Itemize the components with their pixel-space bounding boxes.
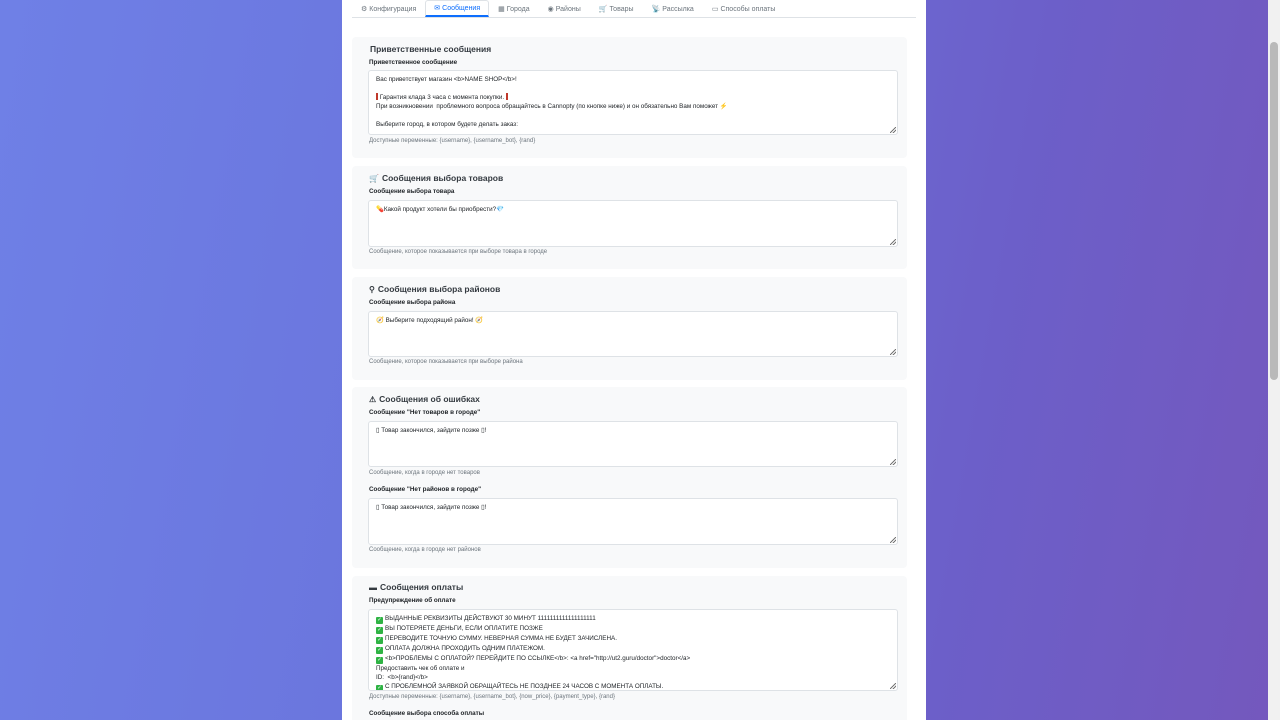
- no-products-field-label: Сообщение "Нет товаров в городе": [369, 409, 481, 416]
- districts-field-label: Сообщение выбора района: [369, 299, 456, 306]
- resize-handle-icon[interactable]: [890, 459, 896, 465]
- tab-payment-methods[interactable]: [703, 0, 785, 17]
- warning-icon: ⚠: [369, 395, 377, 404]
- payment-warning-textarea[interactable]: [368, 609, 898, 691]
- no-districts-field-label: Сообщение "Нет районов в городе": [369, 486, 482, 493]
- tab-label: Города: [506, 5, 530, 13]
- products-field-label: Сообщение выбора товара: [369, 188, 455, 195]
- settings-panel: [342, 0, 926, 720]
- districts-card-title: ⚲ Сообщения выбора районов: [369, 284, 501, 294]
- map-marker-icon: ⚲: [369, 285, 375, 294]
- check-icon: ✓: [377, 657, 382, 663]
- welcome-help-text: Доступные переменные: {username}, {username_bot}, {rand}: [369, 138, 536, 144]
- cart-icon: 🛒: [369, 174, 379, 183]
- tab-districts[interactable]: [539, 0, 590, 17]
- resize-handle-icon[interactable]: [890, 127, 896, 133]
- check-icon: ✓: [377, 627, 382, 633]
- textarea-line: 🧭 Выберите подходящий район! 🧭: [376, 317, 484, 324]
- welcome-field-label: Приветственное сообщение: [369, 59, 458, 66]
- textarea-line: ▯ Товар закончился, зайдите позже ▯!: [376, 427, 487, 434]
- district-message-textarea[interactable]: [368, 311, 898, 357]
- textarea-line: Вас приветствует магазин <b>NAME SHOP</b>!: [376, 76, 517, 83]
- tab-label: Товары: [609, 5, 634, 13]
- chat-icon: ✉: [434, 5, 441, 12]
- check-icon: ✓: [377, 637, 382, 643]
- tab-label: Конфигурация: [369, 5, 417, 13]
- cart-icon: 🛒: [598, 6, 608, 13]
- no-districts-textarea[interactable]: [368, 498, 898, 545]
- payment-method-field-label: Сообщение выбора способа оплаты: [369, 710, 485, 717]
- product-message-textarea[interactable]: [368, 200, 898, 247]
- map-marker-icon: ◉: [547, 6, 554, 13]
- textarea-line: ВЫ ПОТЕРЯЕТЕ ДЕНЬГИ, ЕСЛИ ОПЛАТИТЕ ПОЗЖЕ: [385, 625, 543, 632]
- resize-handle-icon[interactable]: [890, 239, 896, 245]
- districts-card: [352, 277, 907, 380]
- payment-card: [352, 576, 907, 720]
- errors-card: [352, 387, 907, 568]
- page-scrollbar[interactable]: [1268, 0, 1280, 720]
- check-icon: ✓: [377, 617, 382, 623]
- tab-products[interactable]: [590, 0, 643, 17]
- textarea-line: При возникновении проблемного вопроса обращайтесь в Cannopty (по кнопке ниже) и он обязательно Вам поможет ⚡: [376, 103, 728, 110]
- check-icon: ✓: [377, 647, 382, 653]
- tabs-bar: [352, 0, 916, 18]
- red-bar-icon: [506, 93, 508, 100]
- resize-handle-icon[interactable]: [890, 349, 896, 355]
- textarea-line: <b>ПРОБЛЕМЫ С ОПЛАТОЙ? ПЕРЕЙДИТЕ ПО ССЫЛКЕ</b>: <a href="http://ut2.guru/doctor">doctor</a>: [385, 655, 691, 662]
- tab-broadcast[interactable]: [643, 0, 703, 17]
- tab-label: Сообщения: [442, 4, 481, 12]
- resize-handle-icon[interactable]: [890, 683, 896, 689]
- welcome-message-textarea[interactable]: [368, 70, 898, 135]
- textarea-line: Выберите город, в котором будете делать заказ:: [376, 121, 518, 128]
- no-products-help-text: Сообщение, когда в городе нет товаров: [369, 470, 480, 476]
- check-icon: ✓: [377, 685, 382, 691]
- products-help-text: Сообщение, которое показывается при выборе товара в городе: [369, 249, 548, 255]
- gear-icon: ⚙: [361, 6, 368, 13]
- districts-help-text: Сообщение, которое показывается при выборе района: [369, 359, 523, 365]
- tab-cities[interactable]: [489, 0, 538, 17]
- welcome-card: [352, 37, 907, 158]
- broadcast-icon: 📡: [651, 6, 661, 13]
- tab-label: Рассылка: [662, 5, 694, 13]
- building-icon: ▦: [498, 6, 505, 13]
- textarea-line: 💊Какой продукт хотели бы приобрести?💎: [376, 206, 504, 213]
- tab-messages[interactable]: [425, 0, 489, 17]
- textarea-line: Гарантия клада 3 часа с момента покупки.: [379, 94, 505, 101]
- tab-label: Районы: [555, 5, 581, 13]
- scrollbar-thumb[interactable]: [1270, 42, 1278, 380]
- payment-help-text: Доступные переменные: {username}, {username_bot}, {now_price}, {payment_type}, {rand}: [369, 694, 615, 700]
- textarea-line: ОПЛАТА ДОЛЖНА ПРОХОДИТЬ ОДНИМ ПЛАТЕЖОМ.: [385, 645, 545, 652]
- tab-label: Способы оплаты: [720, 5, 776, 13]
- textarea-line: ID: <b>{rand}</b>: [376, 674, 428, 681]
- welcome-card-title: Приветственные сообщения: [370, 44, 492, 54]
- no-districts-help-text: Сообщение, когда в городе нет районов: [369, 547, 481, 553]
- textarea-line: ВЫДАННЫЕ РЕКВИЗИТЫ ДЕЙСТВУЮТ 30 МИНУТ 1111111111111111111: [385, 615, 596, 622]
- textarea-line: ПЕРЕВОДИТЕ ТОЧНУЮ СУММУ. НЕВЕРНАЯ СУММА НЕ БУДЕТ ЗАЧИСЛЕНА.: [385, 635, 617, 642]
- payment-card-title: ▬ Сообщения оплаты: [369, 582, 464, 592]
- textarea-line: С ПРОБЛЕМНОЙ ЗАЯВКОЙ ОБРАЩАЙТЕСЬ НЕ ПОЗДНЕЕ 24 ЧАСОВ С МОМЕНТА ОПЛАТЫ.: [385, 683, 664, 690]
- credit-card-icon: ▬: [369, 583, 377, 592]
- no-products-textarea[interactable]: [368, 421, 898, 467]
- textarea-line: Предоставить чек об оплате и: [376, 665, 465, 672]
- payment-warning-field-label: Предупреждение об оплате: [369, 597, 456, 604]
- products-card: [352, 166, 907, 269]
- textarea-line: ▯ Товар закончился, зайдите позже ▯!: [376, 504, 487, 511]
- products-card-title: 🛒 Сообщения выбора товаров: [369, 173, 504, 183]
- tab-configuration[interactable]: [352, 0, 425, 17]
- credit-card-icon: ▭: [711, 6, 719, 13]
- errors-card-title: ⚠ Сообщения об ошибках: [369, 394, 480, 404]
- resize-handle-icon[interactable]: [890, 537, 896, 543]
- red-bar-icon: [376, 93, 378, 100]
